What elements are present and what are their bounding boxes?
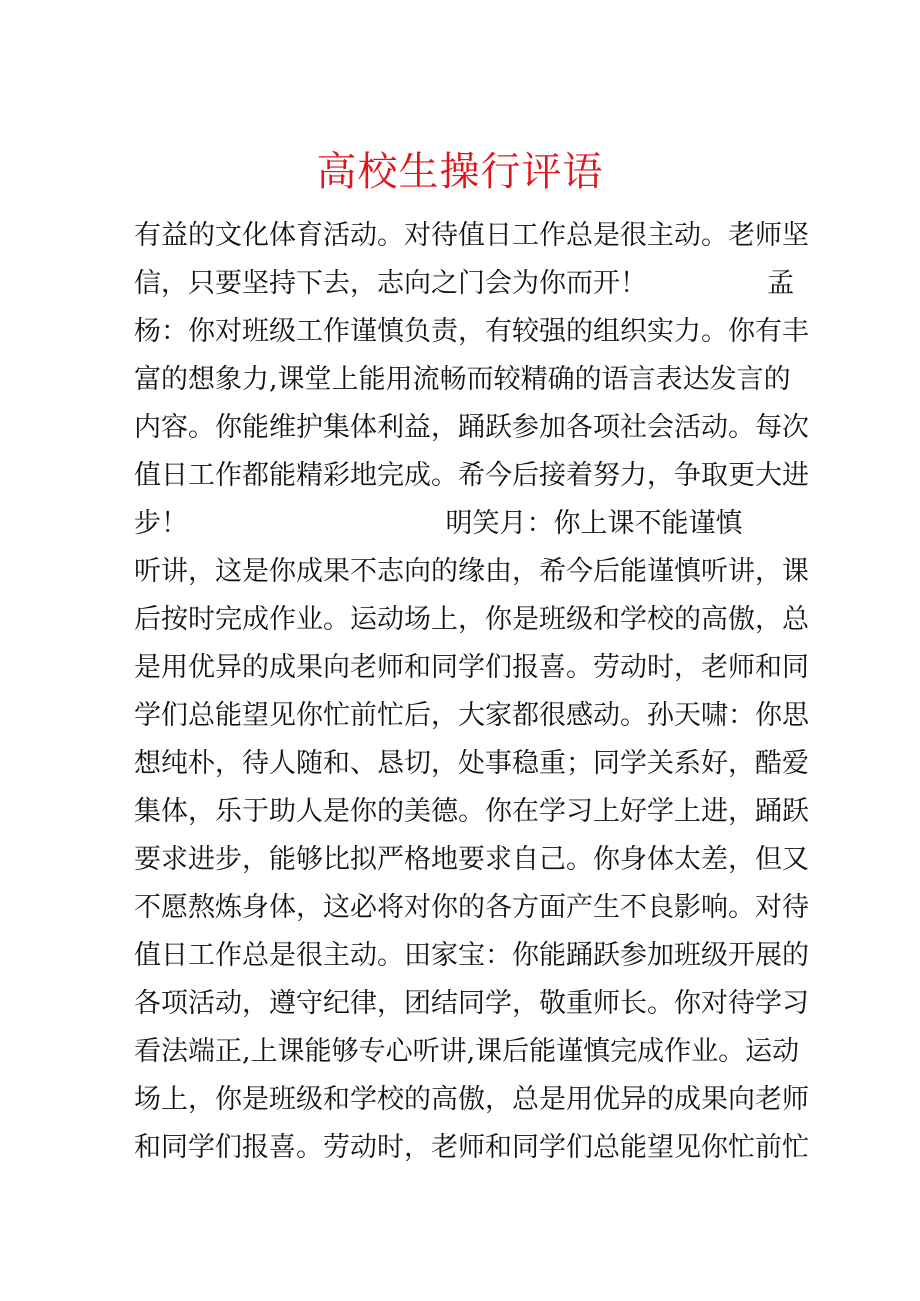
text-line: 值日工作都能精彩地完成。希今后接着努力，争取更大进 <box>134 460 809 491</box>
text-line: 有益的文化体育活动。对待值日工作总是很主动。老师坚 <box>134 220 809 251</box>
document-body <box>134 212 809 1172</box>
text-line: 信，只要坚持下去，志向之门会为你而开！ 孟 <box>134 268 795 299</box>
text-line: 富的想象力,课堂上能用流畅而较精确的语言表达发言的 <box>134 364 791 395</box>
text-line: 和同学们报喜。劳动时，老师和同学们总能望见你忙前忙 <box>134 1132 809 1163</box>
document-title: 高校生操行评语 <box>316 149 604 195</box>
text-line: 后按时完成作业。运动场上，你是班级和学校的高傲，总 <box>134 604 809 635</box>
text-line: 看法端正,上课能够专心听讲,课后能谨慎完成作业。运动 <box>134 1036 800 1067</box>
text-line: 是用优异的成果向老师和同学们报喜。劳动时，老师和同 <box>134 652 809 683</box>
text-line: 学们总能望见你忙前忙后，大家都很感动。孙天啸：你思 <box>134 700 809 731</box>
text-line: 步！ 明笑月：你上课不能谨慎 <box>134 508 743 539</box>
text-line: 内容。你能维护集体利益，踊跃参加各项社会活动。每次 <box>134 412 809 443</box>
text-line: 要求进步，能够比拟严格地要求自己。你身体太差，但又 <box>134 844 809 875</box>
text-line: 杨：你对班级工作谨慎负责，有较强的组织实力。你有丰 <box>134 316 809 347</box>
text-line: 不愿熬炼身体，这必将对你的各方面产生不良影响。对待 <box>134 892 809 923</box>
text-line: 集体，乐于助人是你的美德。你在学习上好学上进，踊跃 <box>134 796 809 827</box>
text-line: 各项活动，遵守纪律，团结同学，敬重师长。你对待学习 <box>134 988 809 1019</box>
text-line: 听讲，这是你成果不志向的缘由，希今后能谨慎听讲，课 <box>134 556 809 587</box>
text-line: 场上，你是班级和学校的高傲，总是用优异的成果向老师 <box>134 1084 809 1115</box>
text-line: 想纯朴，待人随和、恳切，处事稳重；同学关系好，酷爱 <box>134 748 809 779</box>
text-line: 值日工作总是很主动。田家宝：你能踊跃参加班级开展的 <box>134 940 809 971</box>
